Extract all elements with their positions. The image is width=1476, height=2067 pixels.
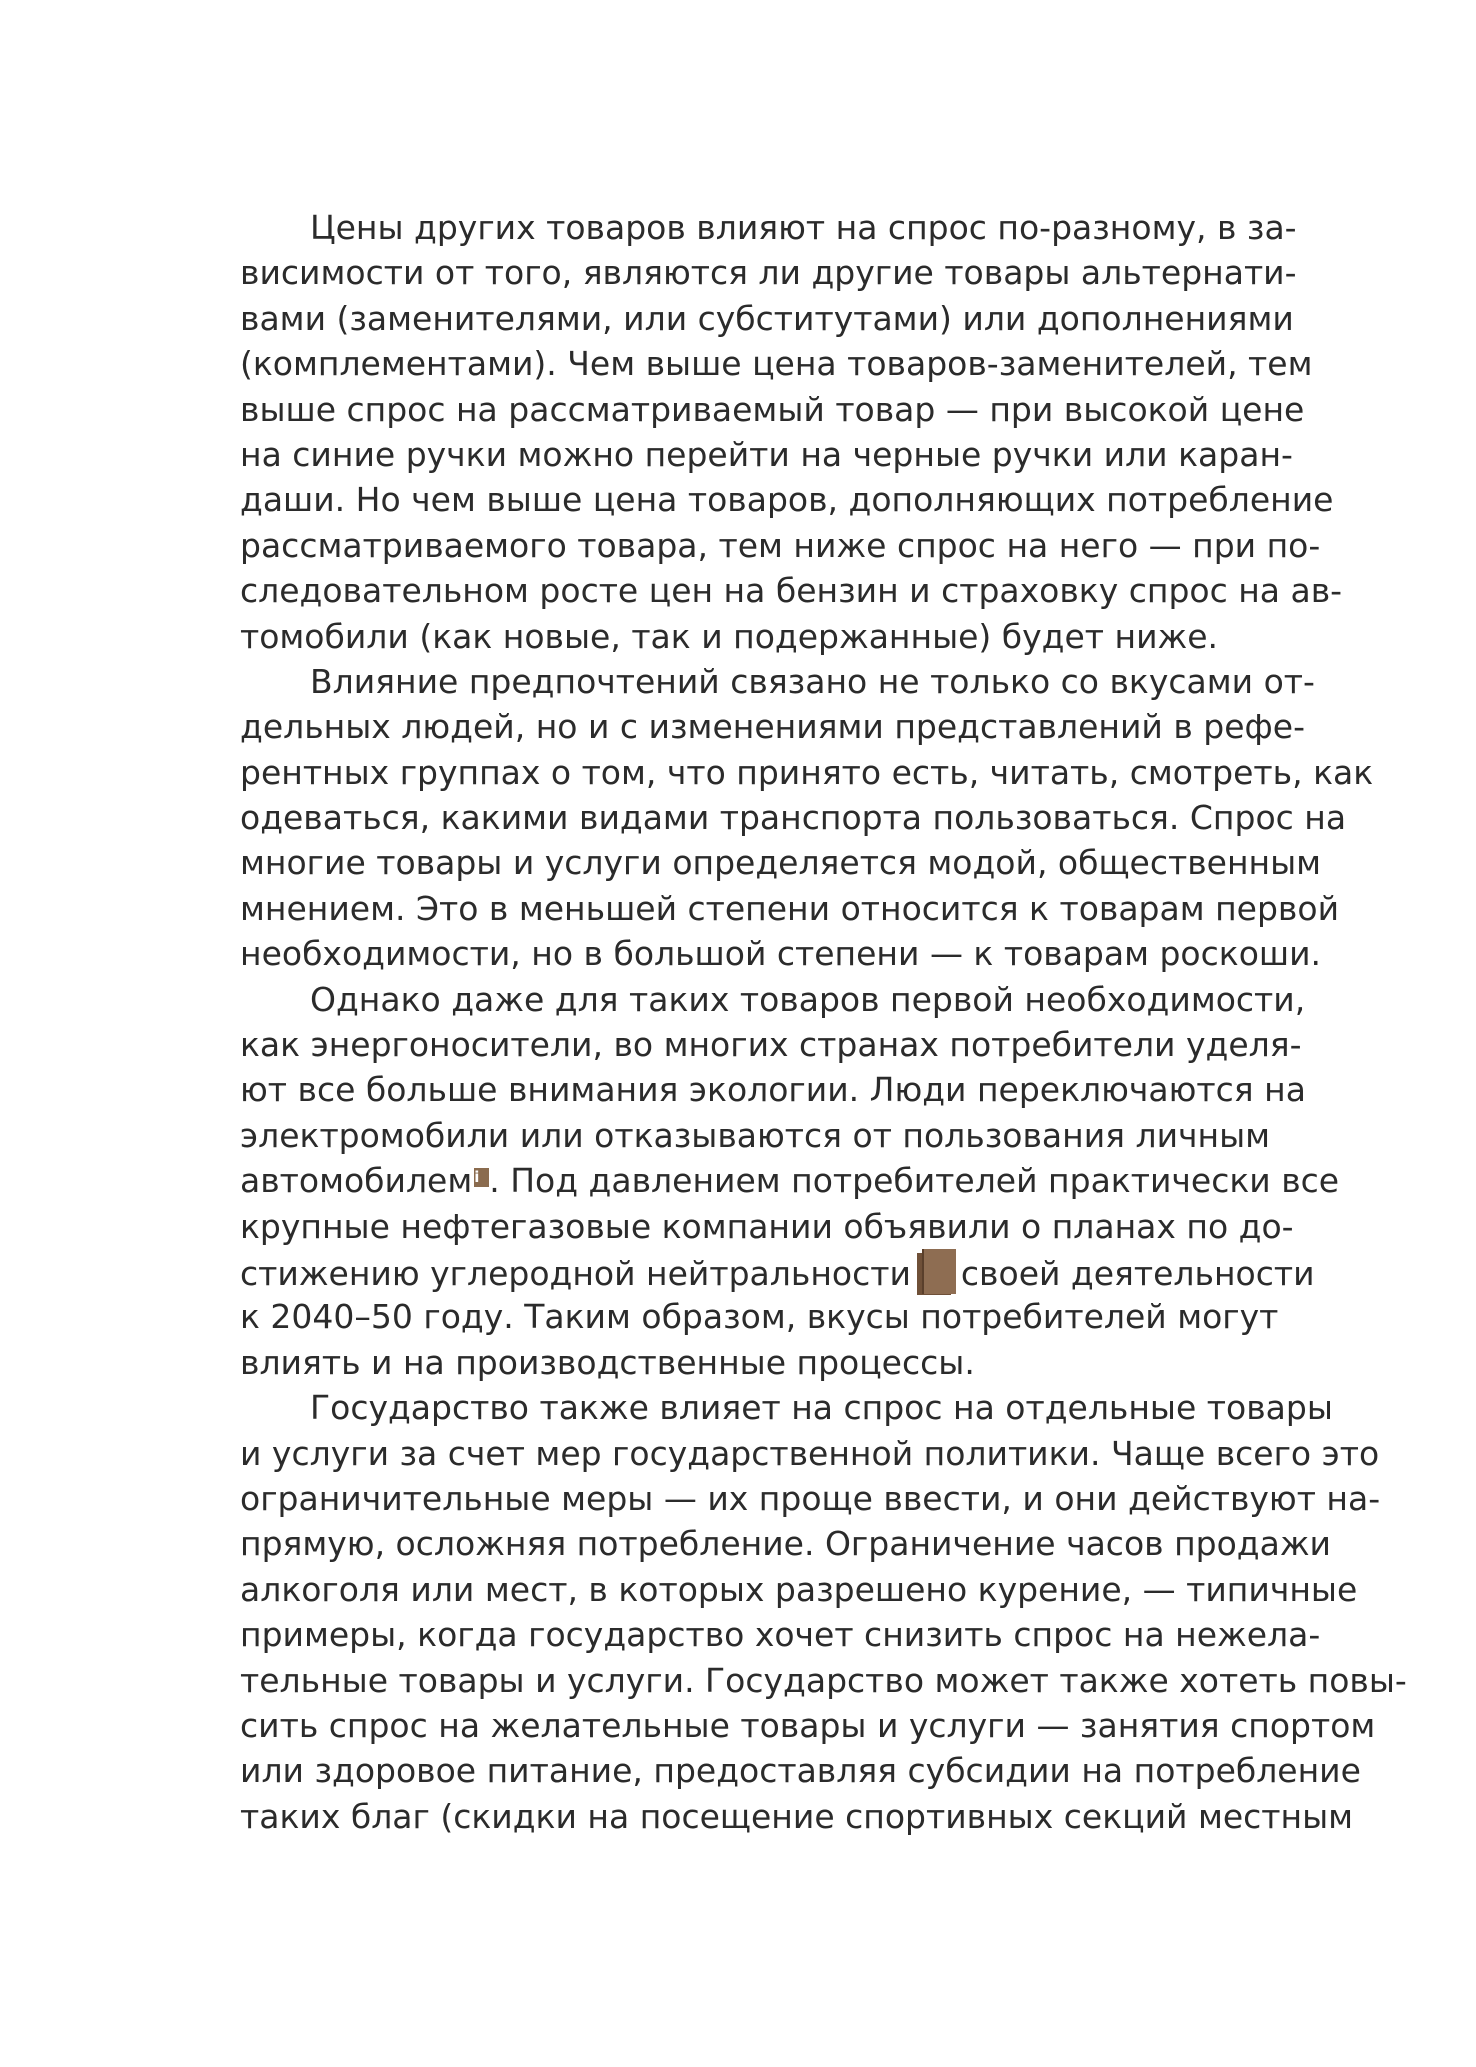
- text-line: электромобили или отказываются от пользования личным: [240, 1115, 1271, 1155]
- text-fragment: . Под давлением потребителей практически все: [489, 1161, 1340, 1201]
- paragraph-1: [240, 205, 1343, 659]
- text-line: висимости от того, являются ли другие товары альтернати-: [240, 253, 1297, 293]
- text-line: как энергоносители, во многих странах потребители уделя-: [240, 1025, 1302, 1065]
- text-line: томобили (как новые, так и подержанные) будет ниже.: [240, 616, 1219, 656]
- text-line: дельных людей, но и с изменениями представлений в рефе-: [240, 707, 1305, 747]
- text-line: прямую, осложняя потребление. Ограничение часов продажи: [240, 1524, 1331, 1564]
- text-line: мнением. Это в меньшей степени относится к товарам первой: [240, 888, 1340, 928]
- text-line: тельные товары и услуги. Государство может также хотеть повы-: [240, 1660, 1407, 1700]
- text-line: таких благ (скидки на посещение спортивных секций местным: [240, 1796, 1354, 1836]
- paragraph-4: [240, 1385, 1407, 1839]
- text-fragment: автомобилем: [240, 1161, 473, 1201]
- text-line: выше спрос на рассматриваемый товар — при высокой цене: [240, 389, 1305, 429]
- text-line: или здоровое питание, предоставляя субсидии на потребление: [240, 1751, 1361, 1791]
- text-line: сить спрос на желательные товары и услуги — занятия спортом: [240, 1705, 1376, 1745]
- text-fragment: стижению углеродной нейтральности: [240, 1253, 911, 1293]
- text-line: одеваться, какими видами транспорта пользоваться. Спрос на: [240, 798, 1347, 838]
- text-fragment: своей деятельности: [960, 1253, 1315, 1293]
- text-line: на синие ручки можно перейти на черные ручки или каран-: [240, 434, 1293, 474]
- book-front-cover: [922, 1249, 956, 1294]
- info-icon[interactable]: i: [474, 1168, 489, 1187]
- text-line: ют все больше внимания экологии. Люди переключаются на: [240, 1070, 1306, 1110]
- text-line: алкоголя или мест, в которых разрешено курение, — типичные: [240, 1569, 1358, 1609]
- text-line: следовательном росте цен на бензин и страховку спрос на ав-: [240, 571, 1343, 611]
- text-line: и услуги за счет мер государственной политики. Чаще всего это: [240, 1433, 1380, 1473]
- text-line: Однако даже для таких товаров первой необходимости,: [310, 979, 1306, 1019]
- text-line: даши. Но чем выше цена товаров, дополняющих потребление: [240, 480, 1334, 520]
- paragraph-3: [240, 977, 1340, 1386]
- text-line: рентных группах о том, что принято есть, читать, смотреть, как: [240, 752, 1374, 792]
- text-line: ограничительные меры — их проще ввести, и они действуют на-: [240, 1478, 1381, 1518]
- text-line: необходимости, но в большой степени — к товарам роскоши.: [240, 934, 1322, 974]
- text-line: влиять и на производственные процессы.: [240, 1342, 975, 1382]
- text-line: крупные нефтегазовые компании объявили о планах по до-: [240, 1206, 1294, 1246]
- text-line: рассматриваемого товара, тем ниже спрос на него — при по-: [240, 525, 1321, 565]
- text-line-with-info: [240, 1158, 1340, 1203]
- text-line: многие товары и услуги определяется модой, общественным: [240, 843, 1322, 883]
- paragraph-2: [240, 659, 1374, 977]
- text-line: Влияние предпочтений связано не только со вкусами от-: [310, 661, 1315, 701]
- text-line: (комплементами). Чем выше цена товаров-заменителей, тем: [240, 344, 1313, 384]
- document-page: [240, 205, 1407, 1839]
- text-line: к 2040–50 году. Таким образом, вкусы потребителей могут: [240, 1297, 1279, 1337]
- text-line-with-book: [240, 1249, 1315, 1294]
- text-line: примеры, когда государство хочет снизить спрос на нежела-: [240, 1615, 1321, 1655]
- text-line: Государство также влияет на спрос на отдельные товары: [310, 1388, 1333, 1428]
- book-icon[interactable]: [915, 1249, 957, 1297]
- text-line: вами (заменителями, или субститутами) или дополнениями: [240, 298, 1294, 338]
- text-line: Цены других товаров влияют на спрос по-разному, в за-: [310, 208, 1297, 247]
